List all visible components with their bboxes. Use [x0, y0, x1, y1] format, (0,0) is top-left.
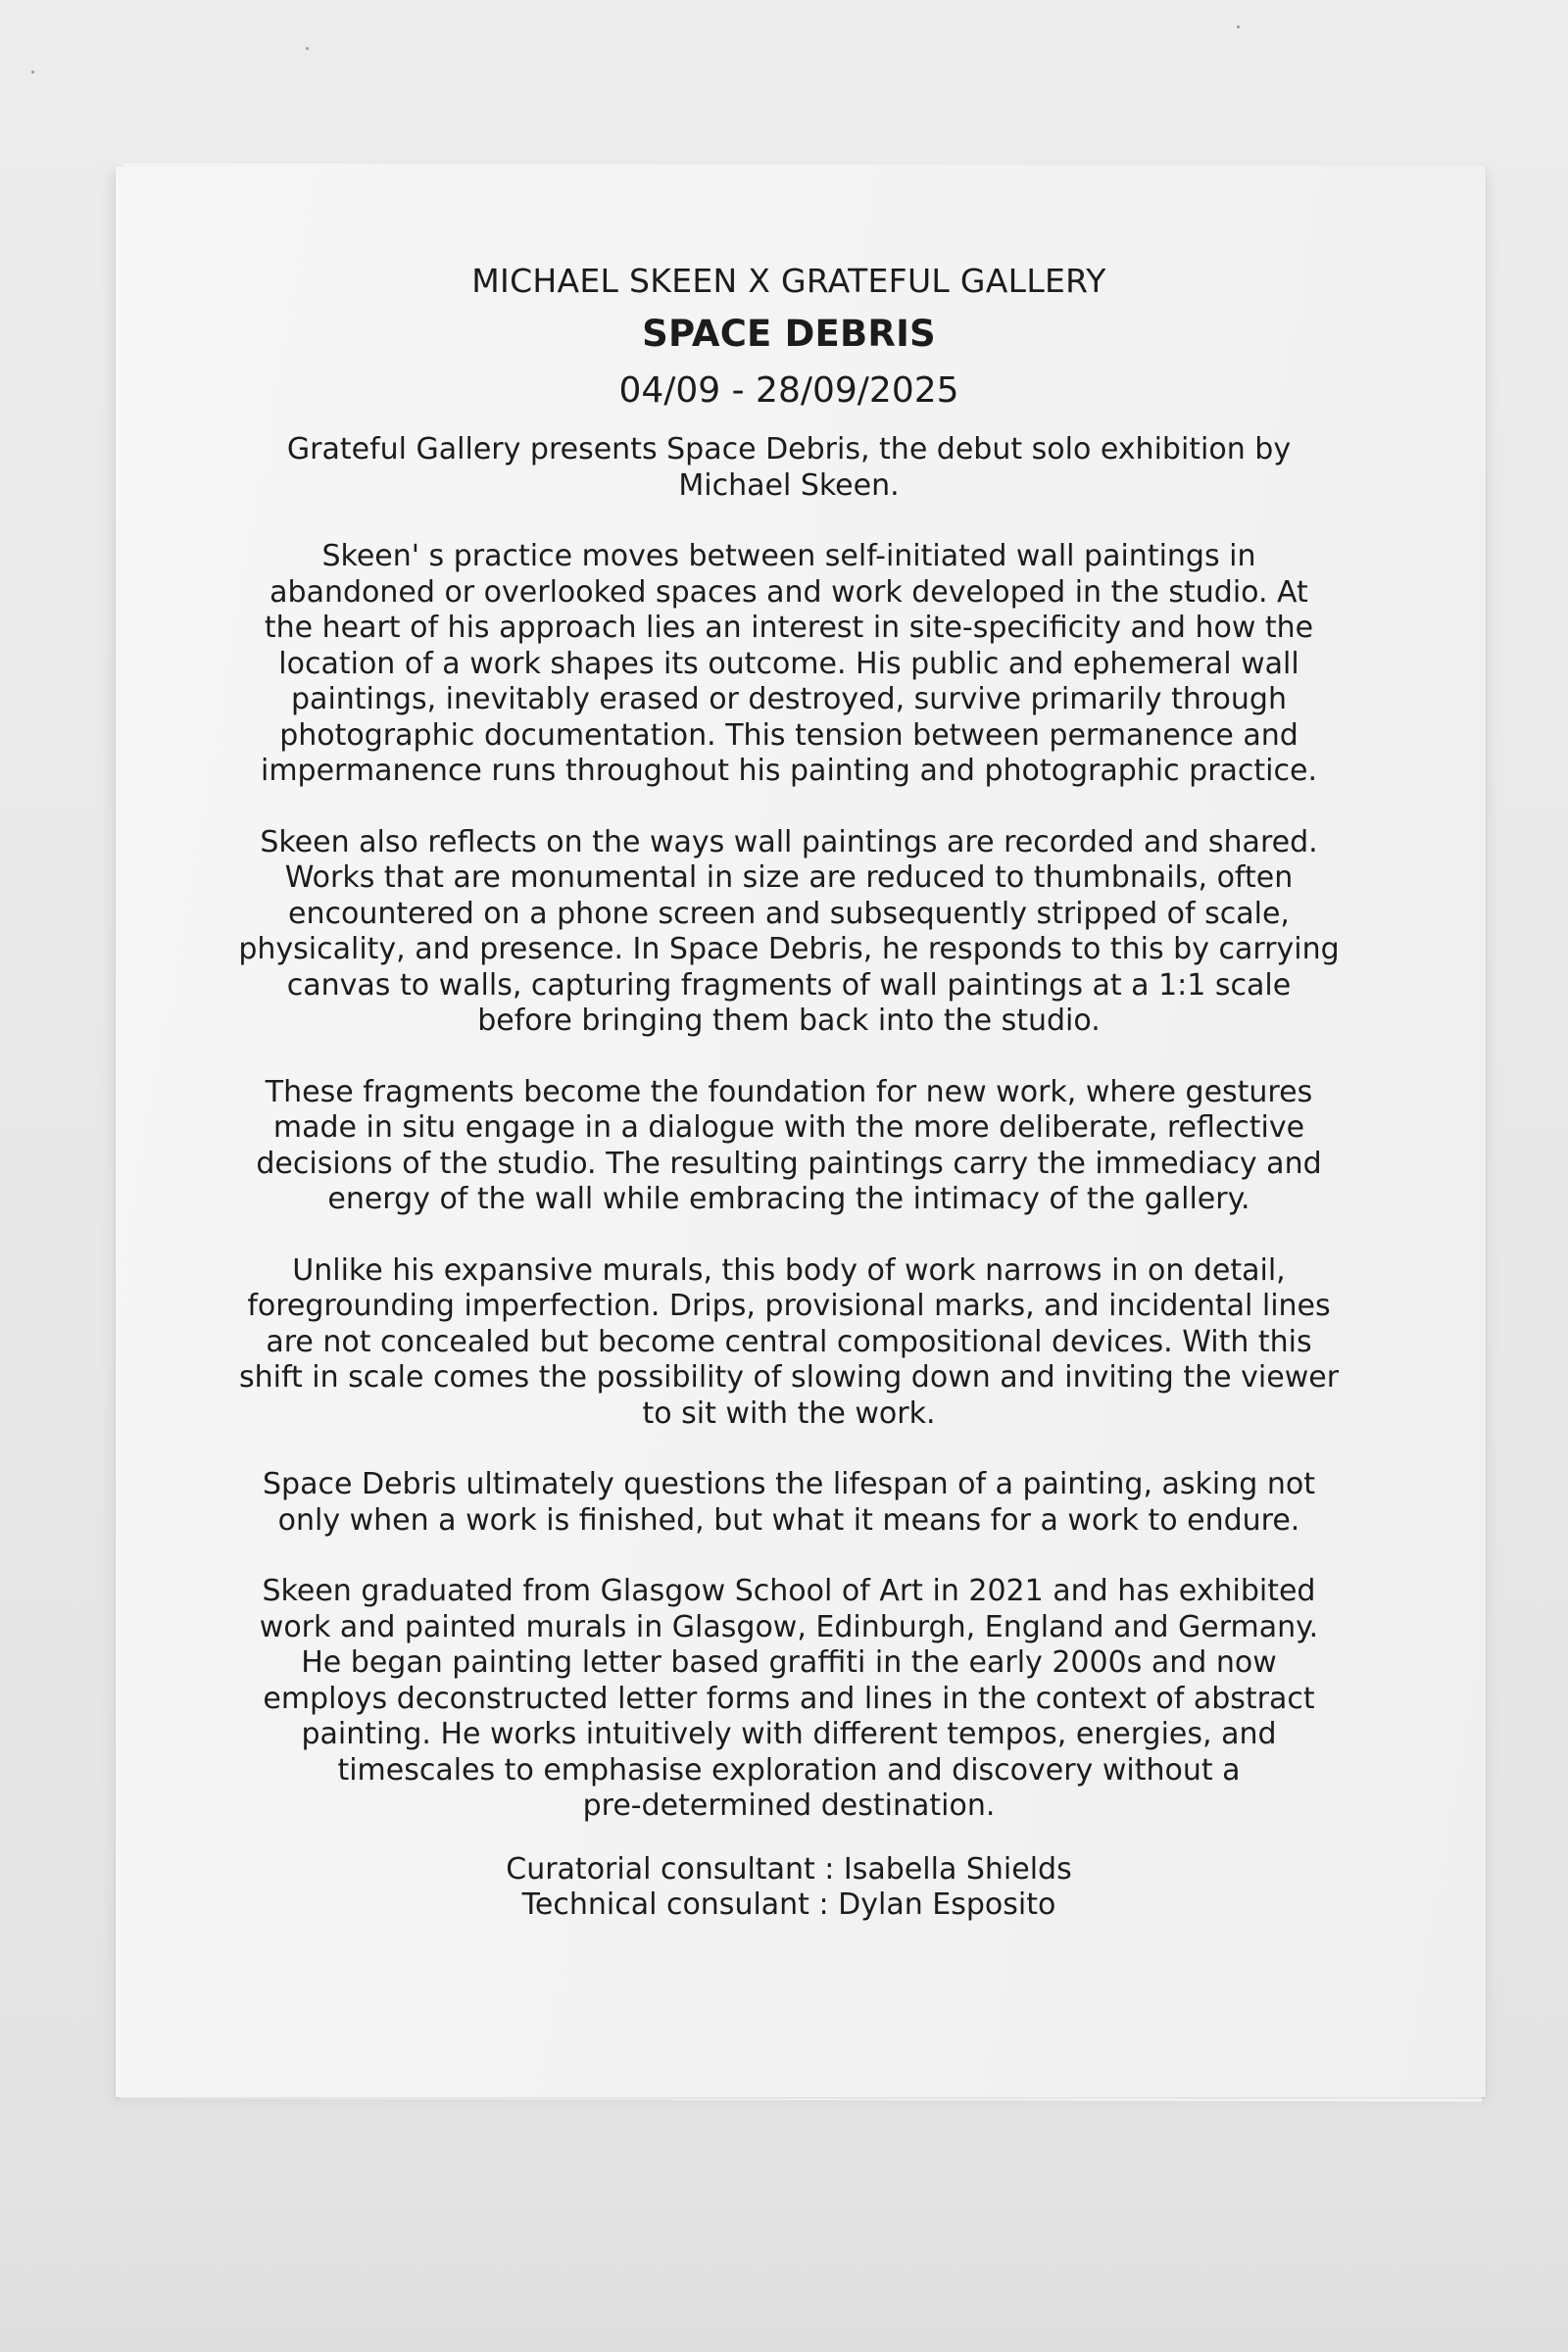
wall-background-lower	[0, 2161, 1568, 2352]
paragraph-recording: Skeen also reflects on the ways wall paintings are recorded and shared. Works that are monumental in size are reduced to thumbnails, often encountered on a phone screen and subsequently stripped of scale, physicality, and presence. In Space Debris, he responds to this by carrying canvas to walls, capturing fragments of wall paintings at a 1:1 scale before bringing them back into the studio.	[238, 824, 1340, 1038]
wall-speck	[306, 47, 309, 50]
paragraph-intro: Grateful Gallery presents Space Debris, the debut solo exhibition by Michael Skeen.	[286, 432, 1292, 503]
credit-curatorial: Curatorial consultant : Isabella Shields	[506, 1851, 1072, 1886]
wall-speck	[31, 71, 34, 74]
credit-technical: Technical consulant : Dylan Esposito	[521, 1887, 1056, 1922]
paragraph-fragments: These fragments become the foundation for new work, where gestures made in situ engage in a dialogue with the more deliberate, reflective decisions of the studio. The resulting paintings carry the immediacy and energy of the wall while embracing the intimacy of the gallery.	[256, 1074, 1322, 1216]
exhibition-text	[167, 260, 1411, 1924]
exhibition-header: MICHAEL SKEEN X GRATEFUL GALLERY	[471, 262, 1106, 300]
paragraph-detail: Unlike his expansive murals, this body of work narrows in on detail, foregrounding imperfection. Drips, provisional marks, and incidental lines are not concealed but become central compositional devices. With this shift in scale comes the possibility of slowing down and inviting the viewer to sit with the work.	[238, 1252, 1340, 1431]
paragraph-lifespan: Space Debris ultimately questions the lifespan of a painting, asking not only when a work is finished, but what it means for a work to endure.	[263, 1467, 1315, 1538]
wall-speck	[1237, 25, 1240, 28]
exhibition-title: SPACE DEBRIS	[642, 313, 936, 355]
paragraph-biography: Skeen graduated from Glasgow School of Art in 2021 and has exhibited work and painted murals in Glasgow, Edinburgh, England and Germany. He began painting letter based graffiti in the early 2000s and now employs deconstructed letter forms and lines in the context of abstract painting. He works intuitively with different tempos, energies, and timescales to emphasise exploration and discovery without a pre-determined destination.	[259, 1574, 1319, 1823]
credits	[167, 1852, 1411, 1924]
exhibition-dates: 04/09 - 28/09/2025	[618, 370, 959, 411]
paragraph-practice: Skeen' s practice moves between self-initiated wall paintings in abandoned or overlooked spaces and work developed in the studio. At the heart of his approach lies an interest in site-specificity and how the location of a work shapes its outcome. His public and ephemeral wall paintings, inevitably erased or destroyed, survive primarily through photographic documentation. This tension between permanence and impermanence runs throughout his painting and photographic practice.	[260, 539, 1318, 788]
